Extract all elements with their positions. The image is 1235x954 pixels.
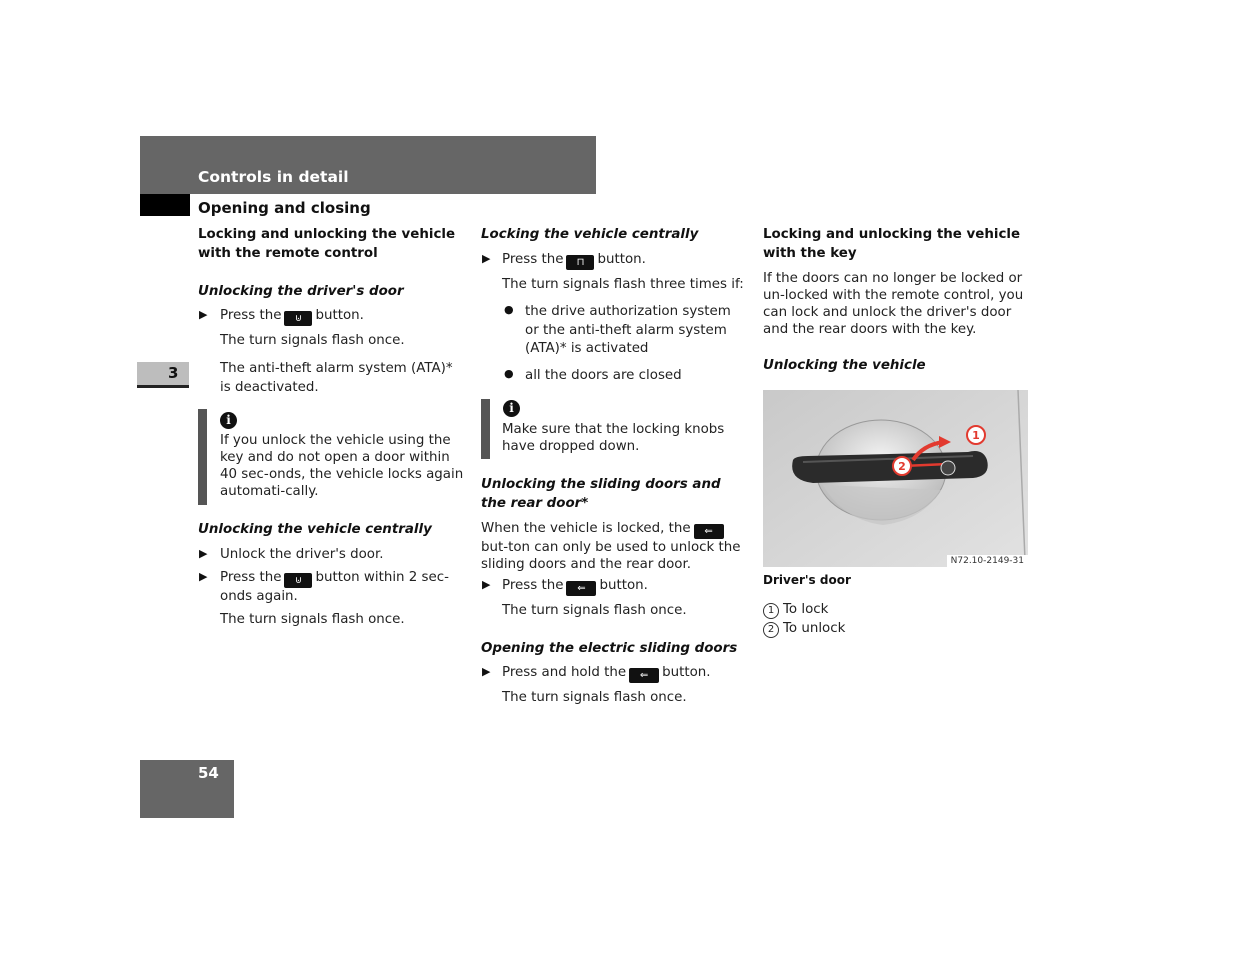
col2-step1: Press the ⊓ button.	[502, 252, 646, 268]
unlock-button-icon: ⊍	[284, 573, 312, 588]
sliding-door-button-icon: ⇐	[694, 524, 724, 539]
legend-number: 2	[763, 622, 779, 638]
svg-text:1: 1	[972, 429, 980, 442]
note-bar	[198, 409, 207, 505]
step-arrow-icon: ▶	[199, 570, 208, 583]
col1-result3: The turn signals flash once.	[220, 612, 405, 627]
col1-step2: Unlock the driver's door.	[220, 547, 384, 562]
note-bar	[481, 399, 490, 459]
col2-sub-sliding-doors: Unlocking the sliding doors and the rear door*	[481, 477, 721, 511]
section-tab-marker	[140, 194, 190, 216]
col2-sub-locking-centrally: Locking the vehicle centrally	[481, 227, 699, 242]
step-arrow-icon: ▶	[199, 308, 208, 321]
sliding-door-button-icon: ⇐	[629, 668, 659, 683]
bullet-icon: ●	[504, 303, 514, 316]
door-handle-figure	[763, 390, 1028, 567]
col1-heading: Locking and unlocking the vehicle with the remote control	[198, 227, 456, 261]
legend-number: 1	[763, 603, 779, 619]
step-arrow-icon: ▶	[482, 665, 491, 678]
section-title: Opening and closing	[198, 199, 371, 217]
col1-sub-unlocking-centrally: Unlocking the vehicle centrally	[198, 522, 432, 537]
col3-sub-unlocking-vehicle: Unlocking the vehicle	[763, 358, 926, 373]
legend-item-unlock: 2 To unlock	[763, 620, 845, 638]
chapter-title: Controls in detail	[198, 168, 349, 186]
col1-result2: The anti-theft alarm system (ATA)* is deactivated.	[220, 361, 453, 395]
col1-step3: Press the ⊍ button within 2 sec-onds again.	[220, 570, 449, 604]
col1-step1: Press the ⊍ button.	[220, 308, 364, 324]
col2-step3: Press and hold the ⇐ button.	[502, 665, 711, 681]
step-arrow-icon: ▶	[199, 547, 208, 560]
door-handle-illustration	[763, 390, 1028, 567]
col2-result2: The turn signals flash once.	[502, 603, 687, 618]
step-arrow-icon: ▶	[482, 252, 491, 265]
col1-note: If you unlock the vehicle using the key and do not open a door within 40 sec-onds, the vehicle locks again automati-cally.	[220, 433, 464, 499]
page-number-box	[140, 760, 234, 818]
chapter-number: 3	[168, 364, 179, 382]
col1-sub-unlocking-drivers-door: Unlocking the driver's door	[198, 284, 404, 299]
info-icon: i	[503, 400, 520, 417]
col2-bullet1: the drive authorization system or the anti-theft alarm system (ATA)* is activated	[525, 304, 731, 356]
col2-result1: The turn signals flash three times if:	[502, 277, 744, 292]
unlock-button-icon: ⊍	[284, 311, 312, 326]
col2-para: When the vehicle is locked, the ⇐but-ton can only be used to unlock the sliding doors and the rear door.	[481, 521, 741, 572]
step-arrow-icon: ▶	[482, 578, 491, 591]
lock-button-icon: ⊓	[566, 255, 594, 270]
legend-item-lock: 1 To lock	[763, 601, 828, 619]
bullet-icon: ●	[504, 367, 514, 380]
page-number: 54	[198, 764, 219, 782]
sliding-door-button-icon: ⇐	[566, 581, 596, 596]
chapter-number-tab	[137, 362, 189, 388]
col2-bullet2: all the doors are closed	[525, 368, 682, 383]
svg-text:2: 2	[898, 460, 906, 473]
figure-code: N72.10-2149-31	[947, 555, 1028, 567]
col2-sub-electric-sliding: Opening the electric sliding doors	[481, 641, 738, 656]
col2-note: Make sure that the locking knobs have dropped down.	[502, 422, 725, 454]
col1-result1: The turn signals flash once.	[220, 333, 405, 348]
info-icon: i	[220, 412, 237, 429]
col3-para: If the doors can no longer be locked or un-locked with the remote control, you can lock and unlock the driver's door and the rear doors with the key.	[763, 271, 1024, 337]
col2-result3: The turn signals flash once.	[502, 690, 687, 705]
figure-caption: Driver's door	[763, 573, 851, 587]
col3-heading: Locking and unlocking the vehicle with the key	[763, 227, 1021, 261]
col2-step2: Press the ⇐ button.	[502, 578, 648, 594]
